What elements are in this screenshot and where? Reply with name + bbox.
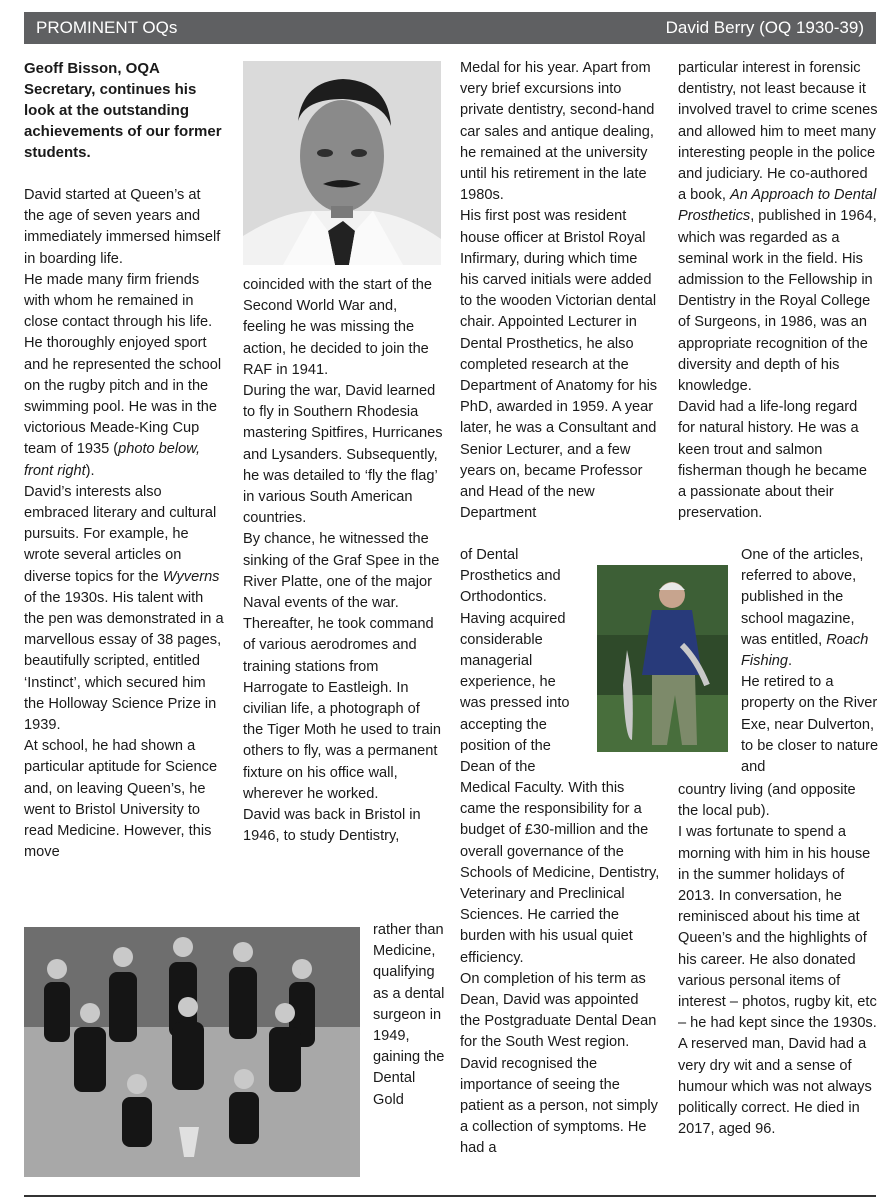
bottom-rule xyxy=(24,1195,876,1197)
col3-paragraph-2: His first post was resident house officer at Bristol Royal Infirmary, during which time his carved initials were added to the wooden Victorian dental chair. Appointed Lecturer in Dental Prosthetics, he also completed research at the Department of Anatomy for his PhD, awarded in 1959. A year later, he was a Consultant and Senior Lecturer, and a few years on, became Professor and Head of the new Department xyxy=(460,208,658,522)
team-photo xyxy=(24,927,360,1177)
col1-paragraph-3: David’s interests also embraced literary and cultural pursuits. For example, he wrote several articles on diverse topics for the Wyverns of the 1930s. His talent with the pen was demonstrated in a marvellous essay of 38 pages, beautifully scripted, entitled ‘Instinct’, which secured him the Holloway Science Prize in 1939. xyxy=(24,483,224,734)
col3-paragraph-1: Medal for his year. Apart from very brief excursions into private dentistry, second-hand car sales and antique dealing, he remained at the university until his retirement in the late 1980s. xyxy=(460,60,655,204)
col4-paragraph-5: I was fortunate to spend a morning with him in his house in the summer holidays of 2013. In conversation, he reminisced about his time at Queen’s and the highlights of his career. He also donated various personal items of interest – photos, rugby kit, etc – he had kept since the 1930s. xyxy=(678,824,877,1032)
col3-paragraph-2-cont: of Dental Prosthetics and Orthodontics. Having acquired considerable managerial experience, he was pressed into accepting the position of the Dean of the xyxy=(460,547,570,776)
column-4-lower xyxy=(678,780,878,1140)
column-3-lower xyxy=(460,778,660,1160)
intro-text: Geoff Bisson, OQA Secretary, continues his look at the outstanding achievements of our former students. xyxy=(24,60,222,161)
col4-paragraph-6: A reserved man, David had a very dry wit and a sense of humour which was not always politically correct. He died in 2017, aged 96. xyxy=(678,1036,872,1138)
column-2 xyxy=(243,275,443,847)
col4-paragraph-4-end: country living (and opposite the local pub). xyxy=(678,782,856,820)
col2-paragraph-2: During the war, David learned to fly in Southern Rhodesia mastering Spitfires, Hurricanes and Lysanders. Subsequently, he was detailed to ‘fly the flag’ in various South American countries. xyxy=(243,383,443,527)
col2-paragraph-1: coincided with the start of the Second World War and, feeling he was missing the action, he decided to join the RAF in 1941. xyxy=(243,277,433,378)
column-1 xyxy=(24,58,224,864)
col3-paragraph-2-end: Medical Faculty. With this came the responsibility for a budget of £30-million and the overall governance of the Schools of Medicine, Dentistry, Veterinary and Preclinical Sciences. He carried the burden with his usual quiet efficiency. xyxy=(460,780,660,966)
column-4-narrow xyxy=(741,545,879,778)
col2-paragraph-4: Thereafter, he took command of various aerodromes and training stations from Harrogate to Eastleigh. In civilian life, a photograph of the Tiger Moth he used to train others to fly, was a permanent fixture on his office wall, wherever he worked. xyxy=(243,616,441,802)
portrait-photo xyxy=(243,61,441,265)
col3-paragraph-3: On completion of his term as Dean, David was appointed the Postgraduate Dental Dean for the South West region. xyxy=(460,970,657,1051)
col1-paragraph-1: David started at Queen’s at the age of seven years and immediately immersed himself in boarding life. xyxy=(24,187,221,267)
col4-paragraph-2: David had a life-long regard for natural history. He was a keen trout and salmon fisherman though he became a passionate about their preservation. xyxy=(678,399,868,522)
col2-paragraph-3: By chance, he witnessed the sinking of the Graf Spee in the River Platte, one of the major Naval events of the war. xyxy=(243,531,440,612)
col4-paragraph-3: One of the articles, referred to above, published in the school magazine, was entitled, Roach Fishing. xyxy=(741,547,869,670)
col2-paragraph-5-cont: rather than Medicine, qualifying as a dental surgeon in 1949, gaining the Dental Gold xyxy=(373,922,445,1108)
fishing-photo xyxy=(597,565,728,752)
section-title: PROMINENT OQs xyxy=(36,18,178,37)
column-3 xyxy=(460,58,660,524)
col4-paragraph-4: He retired to a property on the River Exe, near Dulverton, to be closer to nature and xyxy=(741,674,879,776)
column-2-narrow xyxy=(373,920,445,1111)
col1-paragraph-2: He made many firm friends with whom he remained in close contact through his life. He thoroughly enjoyed sport and he represented the school on the rugby pitch and in the swimming pool. He was in the victorious Meade-King Cup team of 1935 (photo below, front right). xyxy=(24,271,222,479)
col1-paragraph-4: At school, he had shown a particular aptitude for Science and, on leaving Queen’s, he went to Bristol University to read Medicine. However, this move xyxy=(24,738,218,861)
col2-paragraph-5: David was back in Bristol in 1946, to study Dentistry, xyxy=(243,807,421,845)
column-3-narrow xyxy=(460,545,580,778)
col3-paragraph-4: David recognised the importance of seeing the patient as a person, not simply a collection of symptoms. He had a xyxy=(460,1055,658,1157)
col4-paragraph-1: particular interest in forensic dentistry, not least because it involved travel to crime scenes and allowed him to meet many interesting people in the police and judiciary. He co-authored a book, An Approach to Dental Prosthetics, published in 1964, which was regarded as a seminal work in the field. His admission to the Fellowship in Dentistry in the Royal College of Surgeons, in 1986, was an appropriate recognition of the diversity and depth of his knowledge. xyxy=(678,60,878,395)
column-4 xyxy=(678,58,878,524)
subject-name: David Berry (OQ 1930-39) xyxy=(665,18,864,37)
section-header xyxy=(24,12,876,44)
